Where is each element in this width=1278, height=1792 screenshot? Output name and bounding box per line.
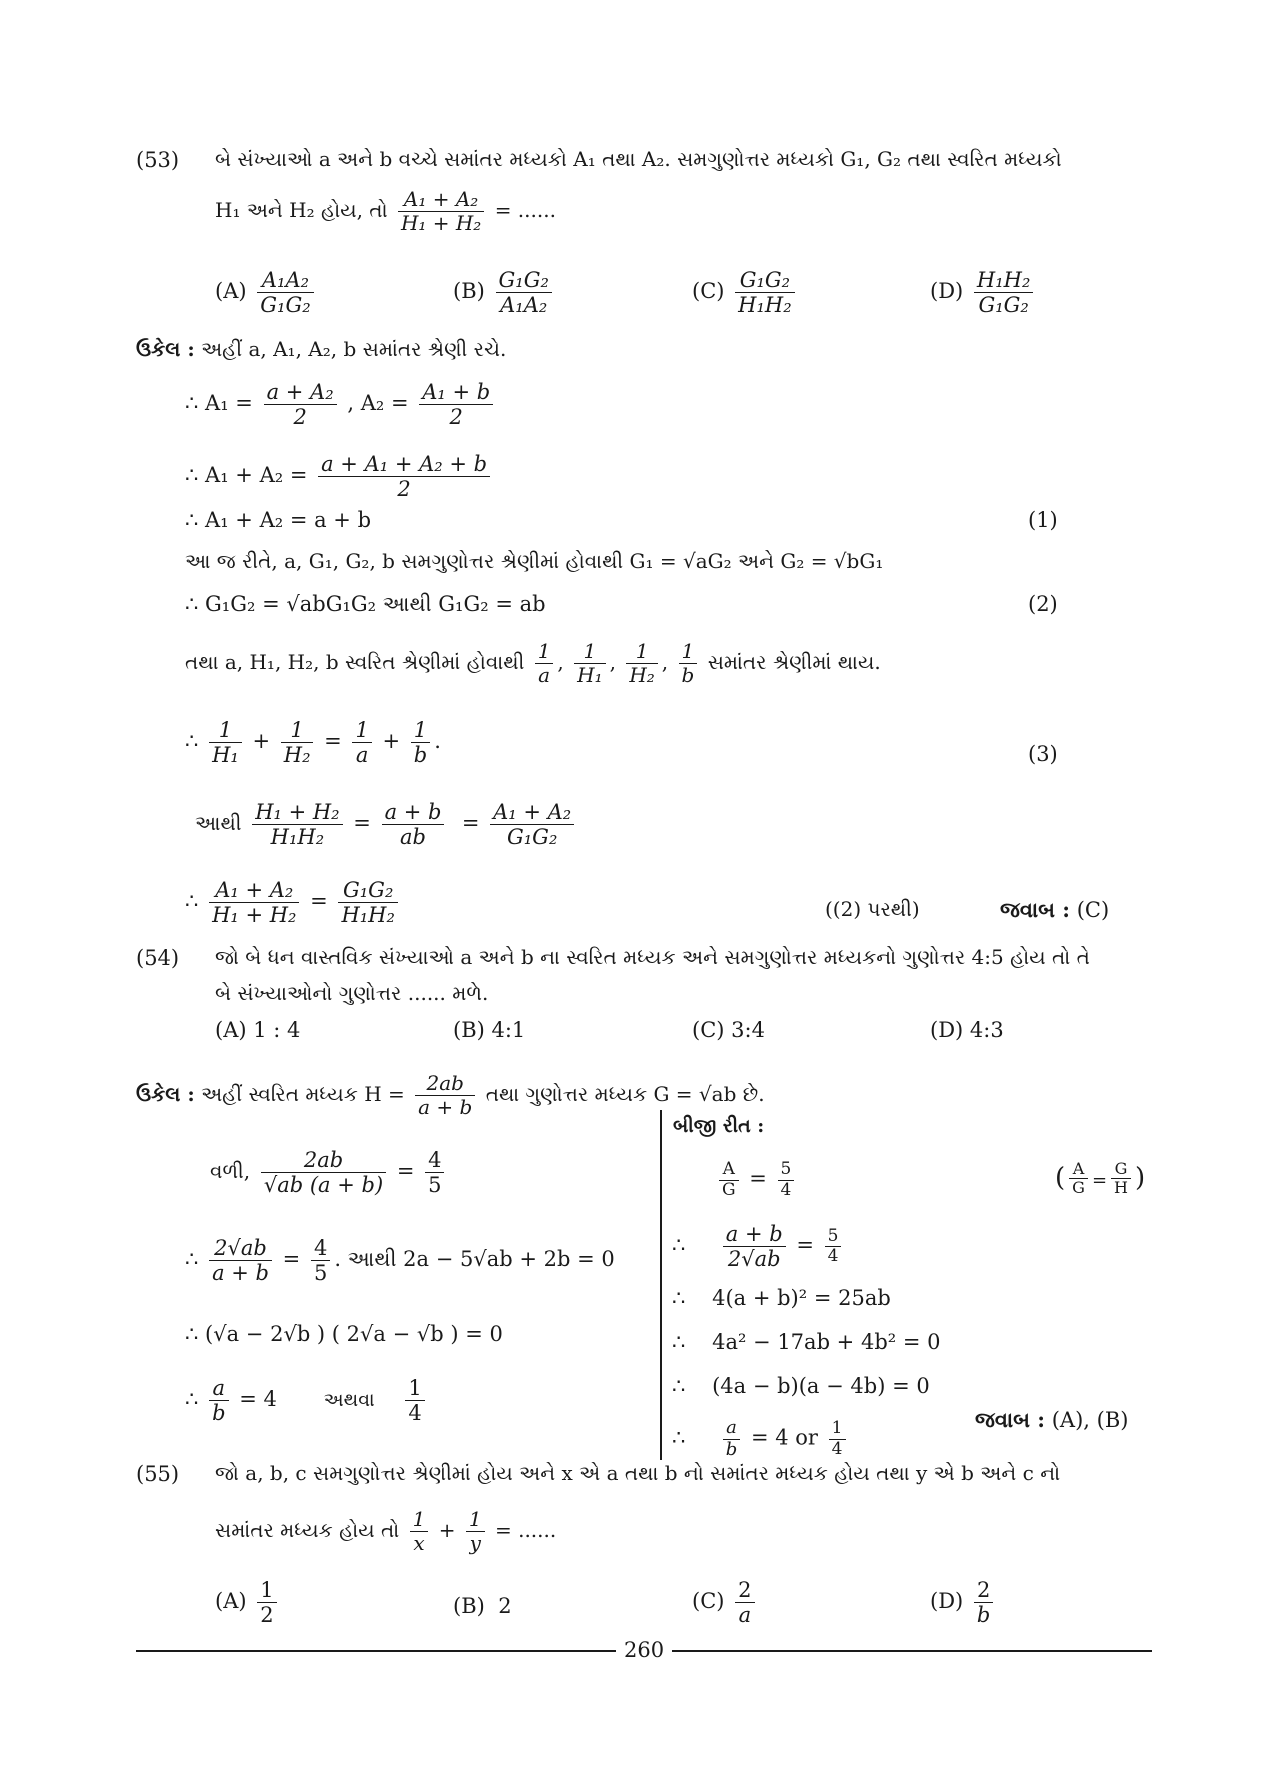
fraction — [382, 800, 445, 849]
alternate-method-heading: બીજી રીત : — [673, 1115, 765, 1137]
equation-text: ∴ A₁ = — [185, 391, 253, 416]
numerator: 2 — [974, 1578, 993, 1603]
numerator: 1 — [411, 718, 430, 743]
fraction — [252, 800, 342, 849]
reference-note: ((2) પરથી) — [825, 897, 920, 921]
option-c[interactable] — [692, 1578, 759, 1627]
numerator: 1 — [281, 718, 314, 743]
solution-line — [672, 1418, 850, 1460]
equation-text: ∴ A₁ + A₂ = — [185, 463, 308, 488]
solution-text: આથી — [195, 811, 242, 836]
numerator: A₁A₂ — [257, 268, 313, 293]
therefore-symbol: ∴ — [672, 1286, 686, 1310]
numerator: 1 — [257, 1578, 276, 1603]
question-text: બે સંખ્યાઓ a અને b વચ્ચે સમાંતર મધ્યકો A₁ તથા A₂. સમગુણોત્તર મધ્યકો G₁, G₂ તથા સ્વરિત મધ્યકો — [215, 147, 1062, 171]
question-text: જો a, b, c સમગુણોત્તર શ્રેણીમાં હોય અને x એ a તથા b નો સમાંતર મધ્યક હોય તથા y એ b અને c નો — [215, 1461, 1061, 1485]
equation-text: = 4 or — [750, 1425, 818, 1450]
fraction — [311, 1236, 330, 1285]
solution-53 — [136, 338, 506, 361]
option-a[interactable] — [215, 1578, 281, 1627]
numerator: A₁ + A₂ — [490, 800, 574, 825]
equation-text: (4a − b)(a − 4b) = 0 — [712, 1374, 930, 1398]
option-c[interactable]: (C) 3:4 — [692, 1018, 765, 1042]
answer-value: (C) — [1076, 898, 1110, 922]
fraction — [574, 640, 605, 687]
denominator: H — [1114, 1178, 1128, 1198]
numerator: G₁G₂ — [496, 268, 552, 293]
question-text-prefix: H₁ અને H₂ હોય, તો — [215, 198, 388, 222]
fraction — [1111, 1160, 1131, 1198]
denominator: y — [469, 1531, 481, 1555]
question-text-line2 — [215, 188, 556, 235]
answer-53 — [1000, 898, 1109, 922]
denominator: b — [681, 663, 695, 687]
solution-text: વળી, — [210, 1159, 251, 1184]
denominator: x — [413, 1531, 425, 1555]
solution-line: ∴ $\frac{1}{\text{H₁}}$ + $\frac{1}{\text{H₂}}$ = $\frac{1}{a}$ + $\frac{1}{b}$ . — [185, 718, 441, 768]
footer-rule-right — [672, 1650, 1152, 1652]
fraction — [535, 640, 554, 687]
fraction — [352, 718, 371, 767]
option-label: (B) — [453, 1594, 485, 1618]
solution-line — [185, 452, 494, 501]
numerator: G₁G₂ — [735, 268, 794, 293]
option-d[interactable] — [930, 268, 1037, 317]
denominator: H₁ — [577, 663, 603, 687]
fraction — [719, 1160, 739, 1200]
question-text-line2: સમાંતર મધ્યક હોય તો $\frac{1}{x}$ + $\frac{1}{y}$ = ...... — [215, 1507, 557, 1555]
solution-intro: તથા ગુણોત્તર મધ્યક G = √ab છે. — [485, 1082, 765, 1106]
denominator: 4 — [780, 1179, 792, 1200]
fraction — [398, 188, 484, 235]
denominator: 2 — [293, 405, 307, 430]
denominator: ab — [400, 825, 426, 850]
fraction — [735, 268, 794, 317]
option-b[interactable] — [453, 268, 556, 317]
therefore-symbol: ∴ — [672, 1425, 686, 1450]
therefore-symbol: ∴ — [185, 1247, 199, 1272]
denominator: 5 — [313, 1261, 328, 1286]
denominator: G₁G₂ — [978, 293, 1029, 318]
denominator: H₂ — [283, 743, 311, 768]
solution-text: અથવા — [323, 1389, 375, 1412]
denominator: H₁ + H₂ — [212, 903, 297, 928]
denominator: 2 — [397, 477, 411, 502]
equation-number: (1) — [1028, 508, 1058, 532]
denominator: G — [722, 1179, 736, 1200]
fraction — [1069, 1160, 1088, 1198]
numerator: 1 — [535, 640, 554, 664]
fraction — [829, 1419, 846, 1459]
solution-line: ∴ $\frac{a + b}{2√ab}$ = $\frac{5}{4}$ — [672, 1222, 845, 1271]
numerator: 4 — [311, 1236, 330, 1261]
solution-line — [672, 1374, 930, 1398]
therefore-symbol: ∴ — [185, 1387, 199, 1412]
fraction — [626, 640, 657, 687]
solution-line: આથી $\frac{\text{H₁ + H₂}}{\text{H₁H₂}}$ = $\frac{a + b}{ab}$ = $\frac{\text{A₁ + A₂}}{\text{G₁G₂}}$ — [195, 800, 578, 849]
solution-line — [185, 380, 497, 429]
solution-line — [672, 1286, 891, 1310]
solution-text: સમાંતર શ્રેણીમાં થાય. — [707, 650, 881, 674]
denominator: H₁H₂ — [270, 825, 325, 850]
solution-line: તથા a, H₁, H₂, b સ્વરિત શ્રેણીમાં હોવાથી $\frac{1}{a}$ , $\frac{1}{\text{H₁}}$ , $\frac{1}{\text{H₂}}$ , $\frac{1}{b}$ સમાંતર શ્રેણીમાં થાય. — [185, 639, 881, 687]
numerator: 5 — [825, 1227, 842, 1248]
option-d[interactable]: (D) 4:3 — [930, 1018, 1004, 1042]
solution-heading: ઉકેલ : — [136, 1082, 195, 1106]
question-text-prefix: સમાંતર મધ્યક હોય તો — [215, 1518, 400, 1542]
option-b[interactable]: (B) 4:1 — [453, 1018, 526, 1042]
fraction — [466, 1508, 485, 1555]
fraction — [411, 718, 430, 767]
question-number: (53) — [136, 148, 180, 172]
denominator: a + b — [212, 1261, 269, 1286]
numerator: 1 — [466, 1508, 485, 1532]
denominator: a — [355, 743, 369, 768]
solution-intro: અહીં સ્વરિત મધ્યક H = — [201, 1082, 405, 1106]
therefore-symbol: ∴ — [672, 1233, 686, 1258]
numerator: A₁ + b — [419, 380, 493, 405]
option-label: (D) — [930, 279, 964, 304]
fraction — [825, 1227, 842, 1267]
solution-text: તથા a, H₁, H₂, b સ્વરિત શ્રેણીમાં હોવાથી — [185, 650, 525, 674]
answer-label: જવાબ : — [975, 1407, 1046, 1432]
equation-text: , A₂ = — [347, 391, 409, 416]
numerator: 1 — [352, 718, 371, 743]
numerator: H₁ + H₂ — [252, 800, 342, 825]
numerator: 2ab — [415, 1072, 475, 1096]
therefore-symbol: ∴ — [185, 889, 199, 914]
fraction — [425, 1148, 444, 1197]
denominator: H₁H₂ — [341, 903, 395, 928]
denominator: √ab (a + b) — [263, 1173, 384, 1198]
numerator: A₁ + A₂ — [209, 878, 299, 903]
denominator: b — [725, 1438, 738, 1460]
numerator: 2 — [735, 1578, 754, 1603]
denominator: a — [738, 1603, 752, 1628]
equation-number: (3) — [1028, 742, 1058, 766]
option-value: 2 — [498, 1594, 512, 1618]
fraction — [415, 1072, 475, 1119]
solution-line: ∴ A₁ + A₂ = a + b — [185, 508, 372, 532]
numerator: 2ab — [261, 1148, 386, 1173]
solution-intro: અહીં a, A₁, A₂, b સમાંતર શ્રેણી રચે. — [201, 337, 507, 361]
fraction — [778, 1160, 795, 1200]
therefore-symbol: ∴ — [672, 1374, 686, 1398]
equation-number: (2) — [1028, 592, 1058, 616]
denominator: 2 — [260, 1603, 274, 1628]
denominator: 4 — [831, 1438, 843, 1459]
option-d[interactable] — [930, 1578, 997, 1627]
fraction — [679, 640, 698, 687]
denominator: H₂ — [629, 663, 655, 687]
solution-line: વળી, $\frac{2ab}{√ab (a + b)}$ = $\frac{4}{5}$ — [210, 1148, 448, 1197]
fraction — [209, 718, 242, 767]
option-label: (A) — [215, 279, 247, 304]
option-label: (D) — [930, 1589, 964, 1614]
hint-box: ( $\frac{A}{G}$ = $\frac{G}{H}$ ) — [1055, 1159, 1146, 1198]
numerator: A₁ + A₂ — [398, 188, 484, 212]
equation-text: 4a² − 17ab + 4b² = 0 — [712, 1330, 941, 1354]
fraction — [974, 1578, 993, 1627]
numerator: A — [719, 1160, 739, 1181]
denominator: 4 — [408, 1401, 422, 1426]
fraction — [405, 1376, 424, 1425]
solution-heading: ઉકેલ : — [136, 337, 195, 361]
answer-label: જવાબ : — [1000, 897, 1071, 922]
numerator: G₁G₂ — [338, 878, 397, 903]
denominator: A₁A₂ — [500, 293, 548, 318]
numerator: 2√ab — [209, 1236, 272, 1261]
denominator: b — [976, 1603, 991, 1628]
option-label: (C) — [692, 1589, 725, 1614]
fraction — [723, 1418, 741, 1460]
fraction — [974, 268, 1033, 317]
column-divider — [660, 1110, 662, 1460]
fraction — [264, 380, 337, 429]
numerator: 4 — [425, 1148, 444, 1173]
fraction — [318, 452, 490, 501]
solution-line — [672, 1330, 940, 1354]
denominator: 2 — [449, 405, 463, 430]
option-label: (A) — [215, 1589, 247, 1614]
denominator: G₁G₂ — [260, 293, 311, 318]
numerator: 1 — [679, 640, 698, 664]
numerator: a + A₂ — [264, 380, 337, 405]
solution-line: આ જ રીતે, a, G₁, G₂, b સમગુણોત્તર શ્રેણીમાં હોવાથી G₁ = √aG₂ અને G₂ = √bG₁ — [185, 549, 884, 573]
answer-54 — [975, 1408, 1128, 1432]
numerator: 1 — [574, 640, 605, 664]
fraction — [209, 1376, 228, 1425]
numerator: a + A₁ + A₂ + b — [318, 452, 490, 477]
therefore-symbol: ∴ — [185, 729, 199, 754]
denominator: 5 — [428, 1173, 442, 1198]
fraction — [735, 1578, 754, 1627]
question-text-suffix: = ...... — [494, 198, 556, 222]
fraction — [261, 1148, 386, 1197]
denominator: G₁G₂ — [506, 825, 558, 850]
footer-rule-left — [136, 1650, 616, 1652]
option-label: (B) — [453, 279, 485, 304]
numerator: 1 — [405, 1376, 424, 1401]
fraction — [338, 878, 397, 927]
numerator: 1 — [209, 718, 242, 743]
page-number: 260 — [624, 1638, 665, 1662]
equation-text: 4(a + b)² = 25ab — [712, 1286, 891, 1310]
denominator: H₁H₂ — [738, 293, 792, 318]
denominator: H₁ — [212, 743, 239, 768]
numerator: a + b — [382, 800, 445, 825]
fraction — [281, 718, 314, 767]
question-text-line2: બે સંખ્યાઓનો ગુણોત્તર ...... મળે. — [215, 981, 489, 1005]
denominator: 4 — [827, 1246, 839, 1267]
solution-line: ∴ G₁G₂ = √abG₁G₂ આથી G₁G₂ = ab — [185, 592, 546, 616]
numerator: 5 — [778, 1160, 795, 1181]
question-number: (54) — [136, 946, 180, 970]
option-c[interactable] — [692, 268, 799, 317]
solution-line: ∴ (√a − 2√b ) ( 2√a − √b ) = 0 — [185, 1322, 503, 1346]
numerator: 1 — [626, 640, 657, 664]
denominator: a — [538, 663, 551, 687]
fraction — [209, 878, 299, 927]
fraction — [496, 268, 552, 317]
fraction — [723, 1222, 786, 1271]
denominator: a + b — [418, 1095, 473, 1119]
numerator: 1 — [410, 1508, 429, 1532]
denominator: b — [413, 743, 428, 768]
question-text: જો બે ધન વાસ્તવિક સંખ્યાઓ a અને b ના સ્વરિત મધ્યક અને સમગુણોત્તર મધ્યકનો ગુણોત્તર 4:5 હોય તો તે — [215, 945, 1090, 969]
equation-text: . આથી 2a − 5√ab + 2b = 0 — [334, 1247, 615, 1272]
fraction — [490, 800, 574, 849]
denominator: G — [1072, 1178, 1085, 1198]
solution-line: ∴ $\frac{\text{A₁ + A₂}}{\text{H₁ + H₂}}$ = $\frac{\text{G₁G₂}}{\text{H₁H₂}}$ — [185, 878, 402, 927]
equation-text: = 4 — [239, 1387, 277, 1412]
answer-value: (A), (B) — [1051, 1408, 1129, 1432]
numerator: A — [1069, 1160, 1088, 1179]
denominator: 2√ab — [727, 1247, 781, 1272]
numerator: a — [209, 1376, 228, 1401]
option-a[interactable] — [215, 268, 318, 317]
question-text-suffix: = ...... — [494, 1518, 557, 1542]
denominator: b — [212, 1401, 226, 1426]
fraction — [419, 380, 493, 429]
numerator: a + b — [723, 1222, 786, 1247]
fraction — [257, 268, 313, 317]
numerator: a — [723, 1418, 741, 1440]
solution-line: $\frac{A}{G}$ = $\frac{5}{4}$ — [715, 1160, 798, 1200]
option-b[interactable] — [453, 1594, 512, 1618]
fraction — [257, 1578, 276, 1627]
fraction — [209, 1236, 272, 1285]
numerator: G — [1111, 1160, 1131, 1179]
option-a[interactable]: (A) 1 : 4 — [215, 1018, 301, 1042]
solution-54 — [136, 1072, 765, 1119]
question-number: (55) — [136, 1462, 180, 1486]
denominator: H₁ + H₂ — [400, 211, 482, 235]
solution-line — [185, 1376, 429, 1425]
solution-line: ∴ $\frac{2√ab}{a + b}$ = $\frac{4}{5}$ . આથી 2a − 5√ab + 2b = 0 — [185, 1236, 615, 1286]
option-label: (C) — [692, 279, 725, 304]
numerator: H₁H₂ — [974, 268, 1033, 293]
numerator: 1 — [829, 1419, 846, 1440]
therefore-symbol: ∴ — [672, 1330, 686, 1354]
fraction — [410, 1508, 429, 1555]
